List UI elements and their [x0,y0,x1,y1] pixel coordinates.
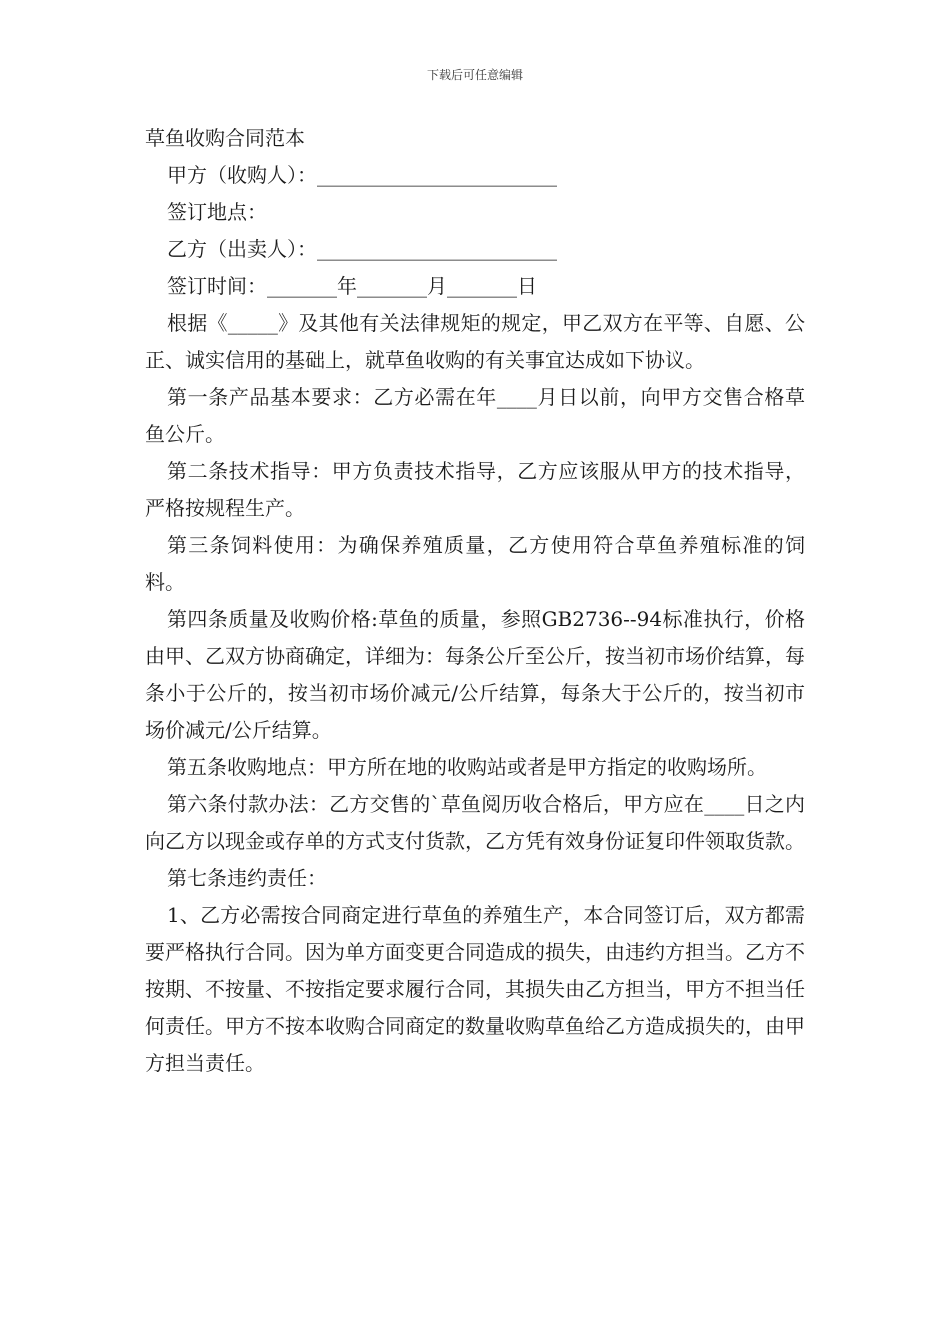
article-6-paragraph: 第六条付款办法：乙方交售的`草鱼阅历收合格后，甲方应在____日之内向乙方以现金或存单的方式支付货款，乙方凭有效身份证复印件领取货款。 [145,792,805,853]
sign-time-line: 签订时间：_______年_______月_______日 [167,274,537,298]
contract-body [145,120,805,1082]
party-a-line: 甲方（收购人）：________________________ [167,163,557,187]
document-title: 草鱼收购合同范本 [145,126,305,150]
article-1-paragraph: 第一条产品基本要求：乙方必需在年____月日以前，向甲方交售合格草鱼公斤。 [145,385,805,446]
article-4-paragraph: 第四条质量及收购价格:草鱼的质量，参照GB2736--94标准执行，价格由甲、乙双方协商确定，详细为：每条公斤至公斤，按当初市场价结算，每条小于公斤的，按当初市场价减元/公斤结算，每条大于公斤的，按当初市场价减元/公斤结算。 [145,607,805,742]
article-7-item-1: 1、乙方必需按合同商定进行草鱼的养殖生产，本合同签订后，双方都需要严格执行合同。因为单方面变更合同造成的损失，由违约方担当。乙方不按期、不按量、不按指定要求履行合同，其损失由乙方担当，甲方不担当任何责任。甲方不按本收购合同商定的数量收购草鱼给乙方造成损失的，由甲方担当责任。 [145,903,805,1075]
article-5-paragraph: 第五条收购地点：甲方所在地的收购站或者是甲方指定的收购场所。 [167,755,767,779]
article-2-paragraph: 第二条技术指导：甲方负责技术指导，乙方应该服从甲方的技术指导，严格按规程生产。 [145,459,805,520]
page-header: 下载后可任意编辑 [426,68,523,82]
article-3-paragraph: 第三条饲料使用：为确保养殖质量，乙方使用符合草鱼养殖标准的饲料。 [145,533,805,594]
article-7-heading: 第七条违约责任： [167,866,327,890]
party-b-line: 乙方（出卖人）：________________________ [167,237,557,261]
preamble-paragraph: 根据《_____》及其他有关法律规矩的规定，甲乙双方在平等、自愿、公正、诚实信用的基础上，就草鱼收购的有关事宜达成如下协议。 [145,311,805,372]
sign-place-line: 签订地点： [167,200,267,224]
